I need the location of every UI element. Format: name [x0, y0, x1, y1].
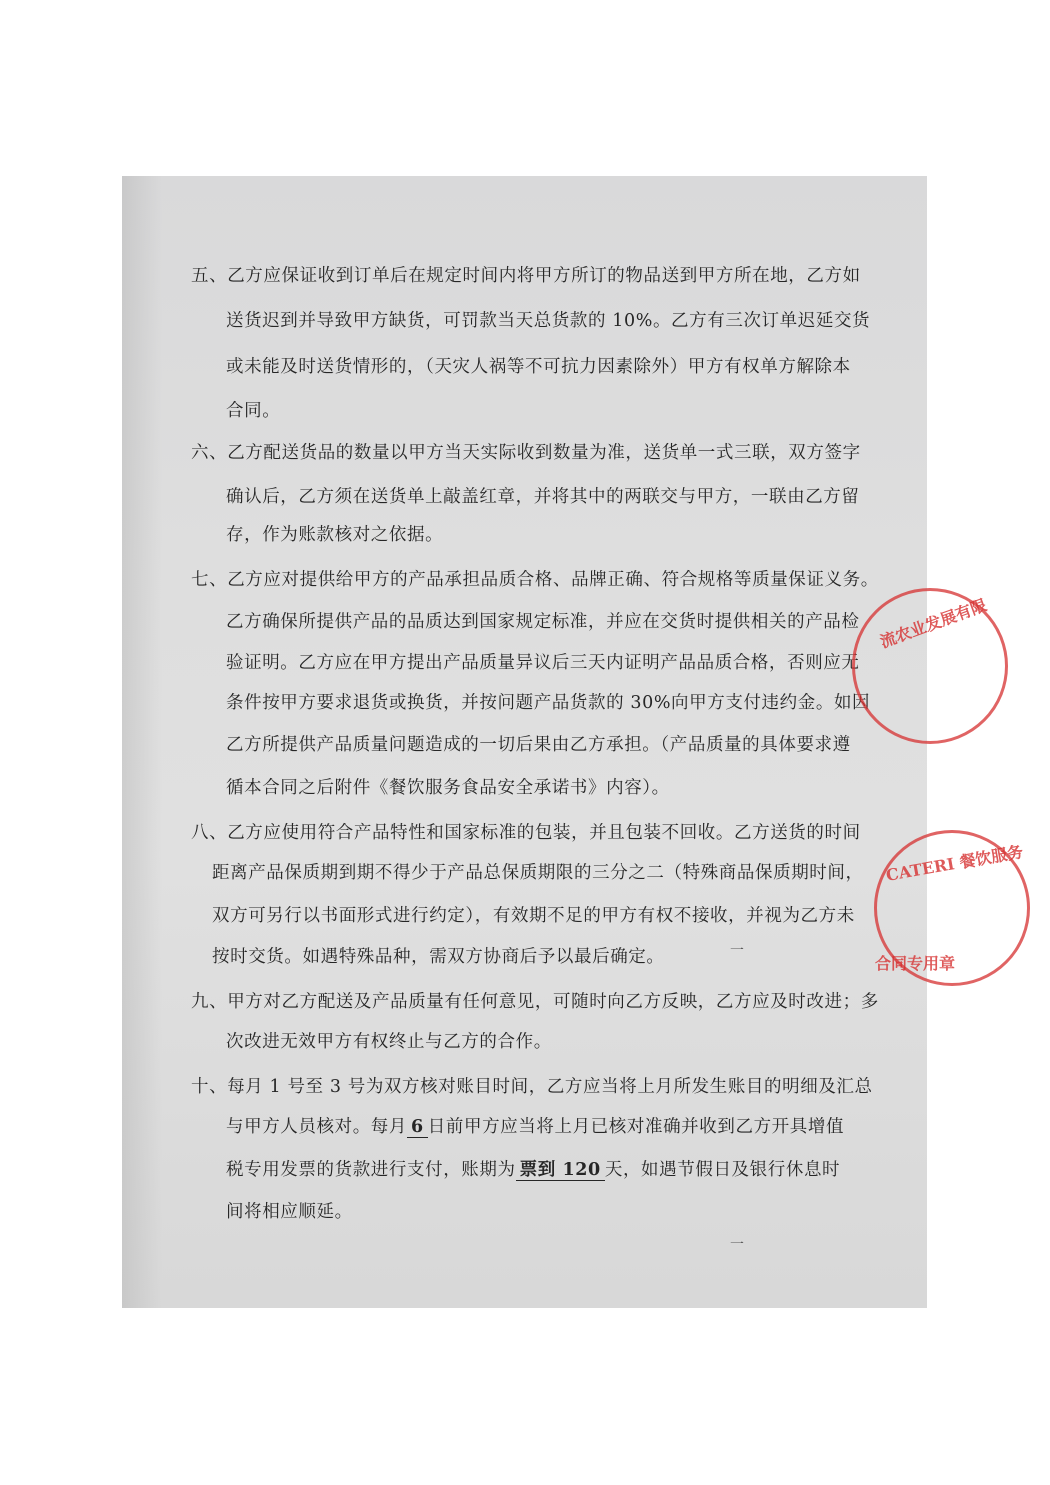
clause-text: 日前甲方应当将上月已核对准确并收到乙方开具增值	[427, 1117, 845, 1137]
clause-line: 八、乙方应使用符合产品特性和国家标准的包装，并且包装不回收。乙方送货的时间	[191, 823, 861, 843]
clause-line: 九、甲方对乙方配送及产品质量有任何意见，可随时向乙方反映，乙方应及时改进；多	[191, 992, 879, 1012]
clause-text: 与甲方人员核对。每月	[226, 1117, 407, 1137]
payment-term-field: 票到 120	[516, 1160, 605, 1181]
clause-line: 存，作为账款核对之依据。	[226, 525, 444, 545]
document-photo	[122, 176, 1025, 1308]
clause-text: 税专用发票的货款进行支付，账期为	[226, 1160, 516, 1180]
clause-line: 次改进无效甲方有权终止与乙方的合作。	[226, 1032, 552, 1052]
clause-line: 合同。	[226, 401, 281, 421]
clause-line: 间将相应顺延。	[226, 1202, 353, 1222]
stray-mark: 一	[730, 1237, 744, 1253]
clause-line: 按时交货。如遇特殊品种，需双方协商后予以最后确定。	[212, 947, 665, 967]
clause-line: 循本合同之后附件《餐饮服务食品安全承诺书》内容）。	[226, 778, 670, 798]
page-shadow	[122, 176, 162, 1308]
company-seal	[852, 588, 1008, 744]
clause-line: 距离产品保质期到期不得少于产品总保质期限的三分之二（特殊商品保质期时间，	[212, 863, 864, 883]
clause-line: 七、乙方应对提供给甲方的产品承担品质合格、品牌正确、符合规格等质量保证义务。	[191, 570, 879, 590]
clause-line: 五、乙方应保证收到订单后在规定时间内将甲方所订的物品送到甲方所在地，乙方如	[191, 266, 861, 286]
seal-text: 合同专用章	[875, 954, 956, 973]
clause-line	[226, 1156, 840, 1181]
clause-line: 验证明。乙方应在甲方提出产品质量异议后三天内证明产品品质合格，否则应无	[226, 653, 860, 673]
clause-line: 确认后，乙方须在送货单上敲盖红章，并将其中的两联交与甲方，一联由乙方留	[226, 487, 860, 507]
clause-line: 乙方确保所提供产品的品质达到国家规定标准，并应在交货时提供相关的产品检	[226, 612, 860, 632]
payment-day-field: 6	[407, 1117, 428, 1138]
stray-mark: 一	[730, 943, 744, 959]
clause-line: 送货迟到并导致甲方缺货，可罚款当天总货款的 10%。乙方有三次订单迟延交货	[226, 311, 871, 331]
seal-text: 流农业发展有限	[877, 595, 990, 652]
clause-line: 六、乙方配送货品的数量以甲方当天实际收到数量为准，送货单一式三联，双方签字	[191, 443, 861, 463]
seal-text: CATERI 餐饮服务	[884, 842, 1025, 885]
clause-line: 十、每月 1 号至 3 号为双方核对账目时间，乙方应当将上月所发生账目的明细及汇总	[191, 1077, 873, 1097]
clause-line: 条件按甲方要求退货或换货，并按问题产品货款的 30%向甲方支付违约金。如因	[226, 693, 871, 713]
clause-line: 乙方所提供产品质量问题造成的一切后果由乙方承担。（产品质量的具体要求遵	[226, 735, 851, 755]
clause-text: 天，如遇节假日及银行休息时	[604, 1160, 841, 1180]
clause-line	[226, 1113, 844, 1138]
contract-seal	[874, 830, 1030, 986]
clause-line: 双方可另行以书面形式进行约定），有效期不足的甲方有权不接收，并视为乙方未	[212, 906, 855, 926]
clause-line: 或未能及时送货情形的，（天灾人祸等不可抗力因素除外）甲方有权单方解除本	[226, 357, 851, 377]
